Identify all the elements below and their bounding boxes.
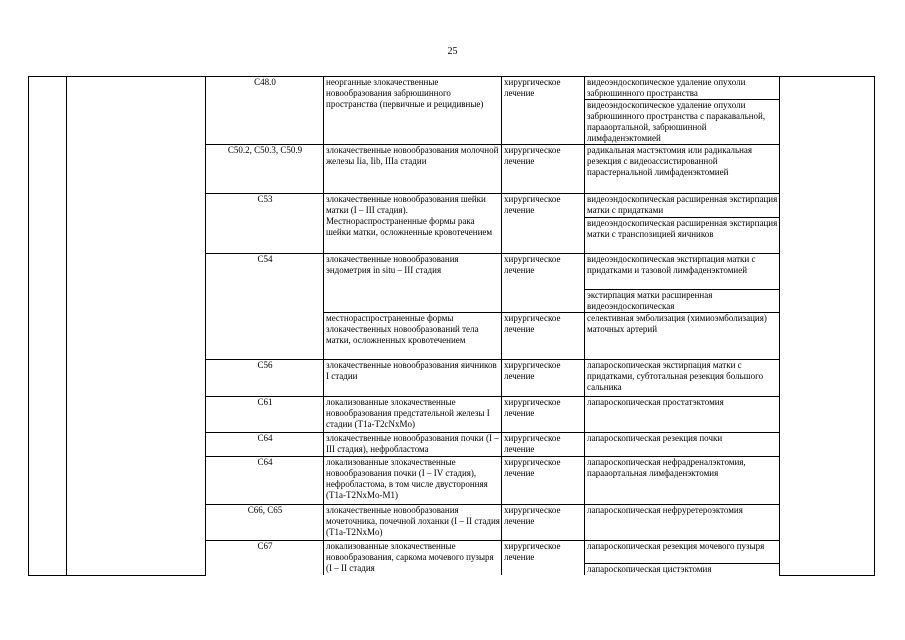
method-cell: видеоэндоскопическая расширенная экстирпация матки с придатками bbox=[585, 194, 780, 218]
treatment-type-cell: хирургическое лечение bbox=[502, 541, 585, 576]
treatment-type-cell: хирургическое лечение bbox=[502, 194, 585, 254]
method-cell: лапароскопическая цистэктомия bbox=[585, 564, 780, 576]
treatment-type-cell: хирургическое лечение bbox=[502, 360, 585, 397]
diagnosis-cell: злокачественные новообразования яичников I стадии bbox=[324, 360, 502, 397]
page-number: 25 bbox=[447, 46, 458, 57]
treatment-type-cell: хирургическое лечение bbox=[502, 505, 585, 541]
treatment-type-cell: хирургическое лечение bbox=[502, 145, 585, 194]
method-cell: селективная эмболизация (химиоэмболизация) маточных артерий bbox=[585, 313, 780, 360]
method-cell: лапароскопическая экстирпация матки с придатками, субтотальная резекция большого сальника bbox=[585, 360, 780, 397]
icd-code: C53 bbox=[206, 194, 324, 254]
diagnosis-cell: злокачественные новообразования эндометрия in situ – III стадия bbox=[324, 254, 502, 313]
diagnosis-cell: локализованные злокачественные новообразования, саркома мочевого пузыря (I – II стадия bbox=[324, 541, 502, 576]
icd-code: C64 bbox=[206, 433, 324, 457]
method-cell: лапароскопическая нефрадреналэктомия, парааортальная лимфаденэктомия bbox=[585, 457, 780, 505]
icd-code: C67 bbox=[206, 541, 324, 576]
method-cell: видеоэндоскопическое удаление опухоли забрюшинного пространства bbox=[585, 77, 780, 100]
diagnosis-cell: злокачественные новообразования шейки матки (I – III стадия). Местнораспространенные формы рака шейки матки, осложненные кровотечением bbox=[324, 194, 502, 254]
method-cell: видеоэндоскопическая расширенная экстирпация матки с транспозицией яичников bbox=[585, 218, 780, 254]
icd-code: C66, C65 bbox=[206, 505, 324, 541]
icd-code: C64 bbox=[206, 457, 324, 505]
diagnosis-cell: местнораспространенные формы злокачественных новообразований тела матки, осложненных кровотечением bbox=[324, 313, 502, 360]
method-cell: лапароскопическая резекция мочевого пузыря bbox=[585, 541, 780, 564]
icd-code: C56 bbox=[206, 360, 324, 397]
method-cell: лапароскопическая нефруретероэктомия bbox=[585, 505, 780, 541]
icd-code: C48.0 bbox=[206, 77, 324, 145]
method-cell: лапароскопическая простатэктомия bbox=[585, 397, 780, 433]
icd-code: C54 bbox=[206, 254, 324, 360]
method-cell: видеоэндоскопическое удаление опухоли забрюшинного пространства с паракавальной, парааортальной, забрюшинной лимфаденэктомией bbox=[585, 100, 780, 145]
diagnosis-cell: злокачественные новообразования почки (I – III стадия), нефробластома bbox=[324, 433, 502, 457]
diagnosis-cell: злокачественные новообразования молочной железы Iia, Iib, IIIa стадии bbox=[324, 145, 502, 194]
column-blank-7 bbox=[780, 77, 875, 576]
treatment-table bbox=[28, 76, 875, 576]
method-cell: экстирпация матки расширенная видеоэндоскопическая bbox=[585, 290, 780, 313]
diagnosis-cell: локализованные злокачественные новообразования почки (I – IV стадия), нефробластома, в том числе двусторонняя (T1a-T2NxMo-M1) bbox=[324, 457, 502, 505]
treatment-type-cell: хирургическое лечение bbox=[502, 457, 585, 505]
treatment-type-cell: хирургическое лечение bbox=[502, 397, 585, 433]
column-blank-1 bbox=[29, 77, 67, 576]
diagnosis-cell: неорганные злокачественные новообразования забрюшинного пространства (первичные и рецидивные) bbox=[324, 77, 502, 145]
diagnosis-cell: локализованные злокачественные новообразования предстательной железы I стадии (T1a-T2cNxMo) bbox=[324, 397, 502, 433]
method-cell: видеоэндоскопическая экстирпация матки с придатками и тазовой лимфаденэктомией bbox=[585, 254, 780, 290]
method-cell: лапароскопическая резекция почки bbox=[585, 433, 780, 457]
treatment-type-cell: хирургическое лечение bbox=[502, 254, 585, 313]
treatment-type-cell: хирургическое лечение bbox=[502, 313, 585, 360]
treatment-type-cell: хирургическое лечение bbox=[502, 77, 585, 145]
method-cell: радикальная мастэктомия или радикальная резекция с видеоассистированной парастернальной лимфаденэктомией bbox=[585, 145, 780, 194]
diagnosis-cell: злокачественные новообразования мочеточника, почечной лоханки (I – II стадия (T1a-T2NxMo) bbox=[324, 505, 502, 541]
icd-code: C50.2, C50.3, C50.9 bbox=[206, 145, 324, 194]
column-blank-2 bbox=[67, 77, 206, 576]
table-row bbox=[29, 77, 875, 100]
treatment-type-cell: хирургическое лечение bbox=[502, 433, 585, 457]
icd-code: C61 bbox=[206, 397, 324, 433]
